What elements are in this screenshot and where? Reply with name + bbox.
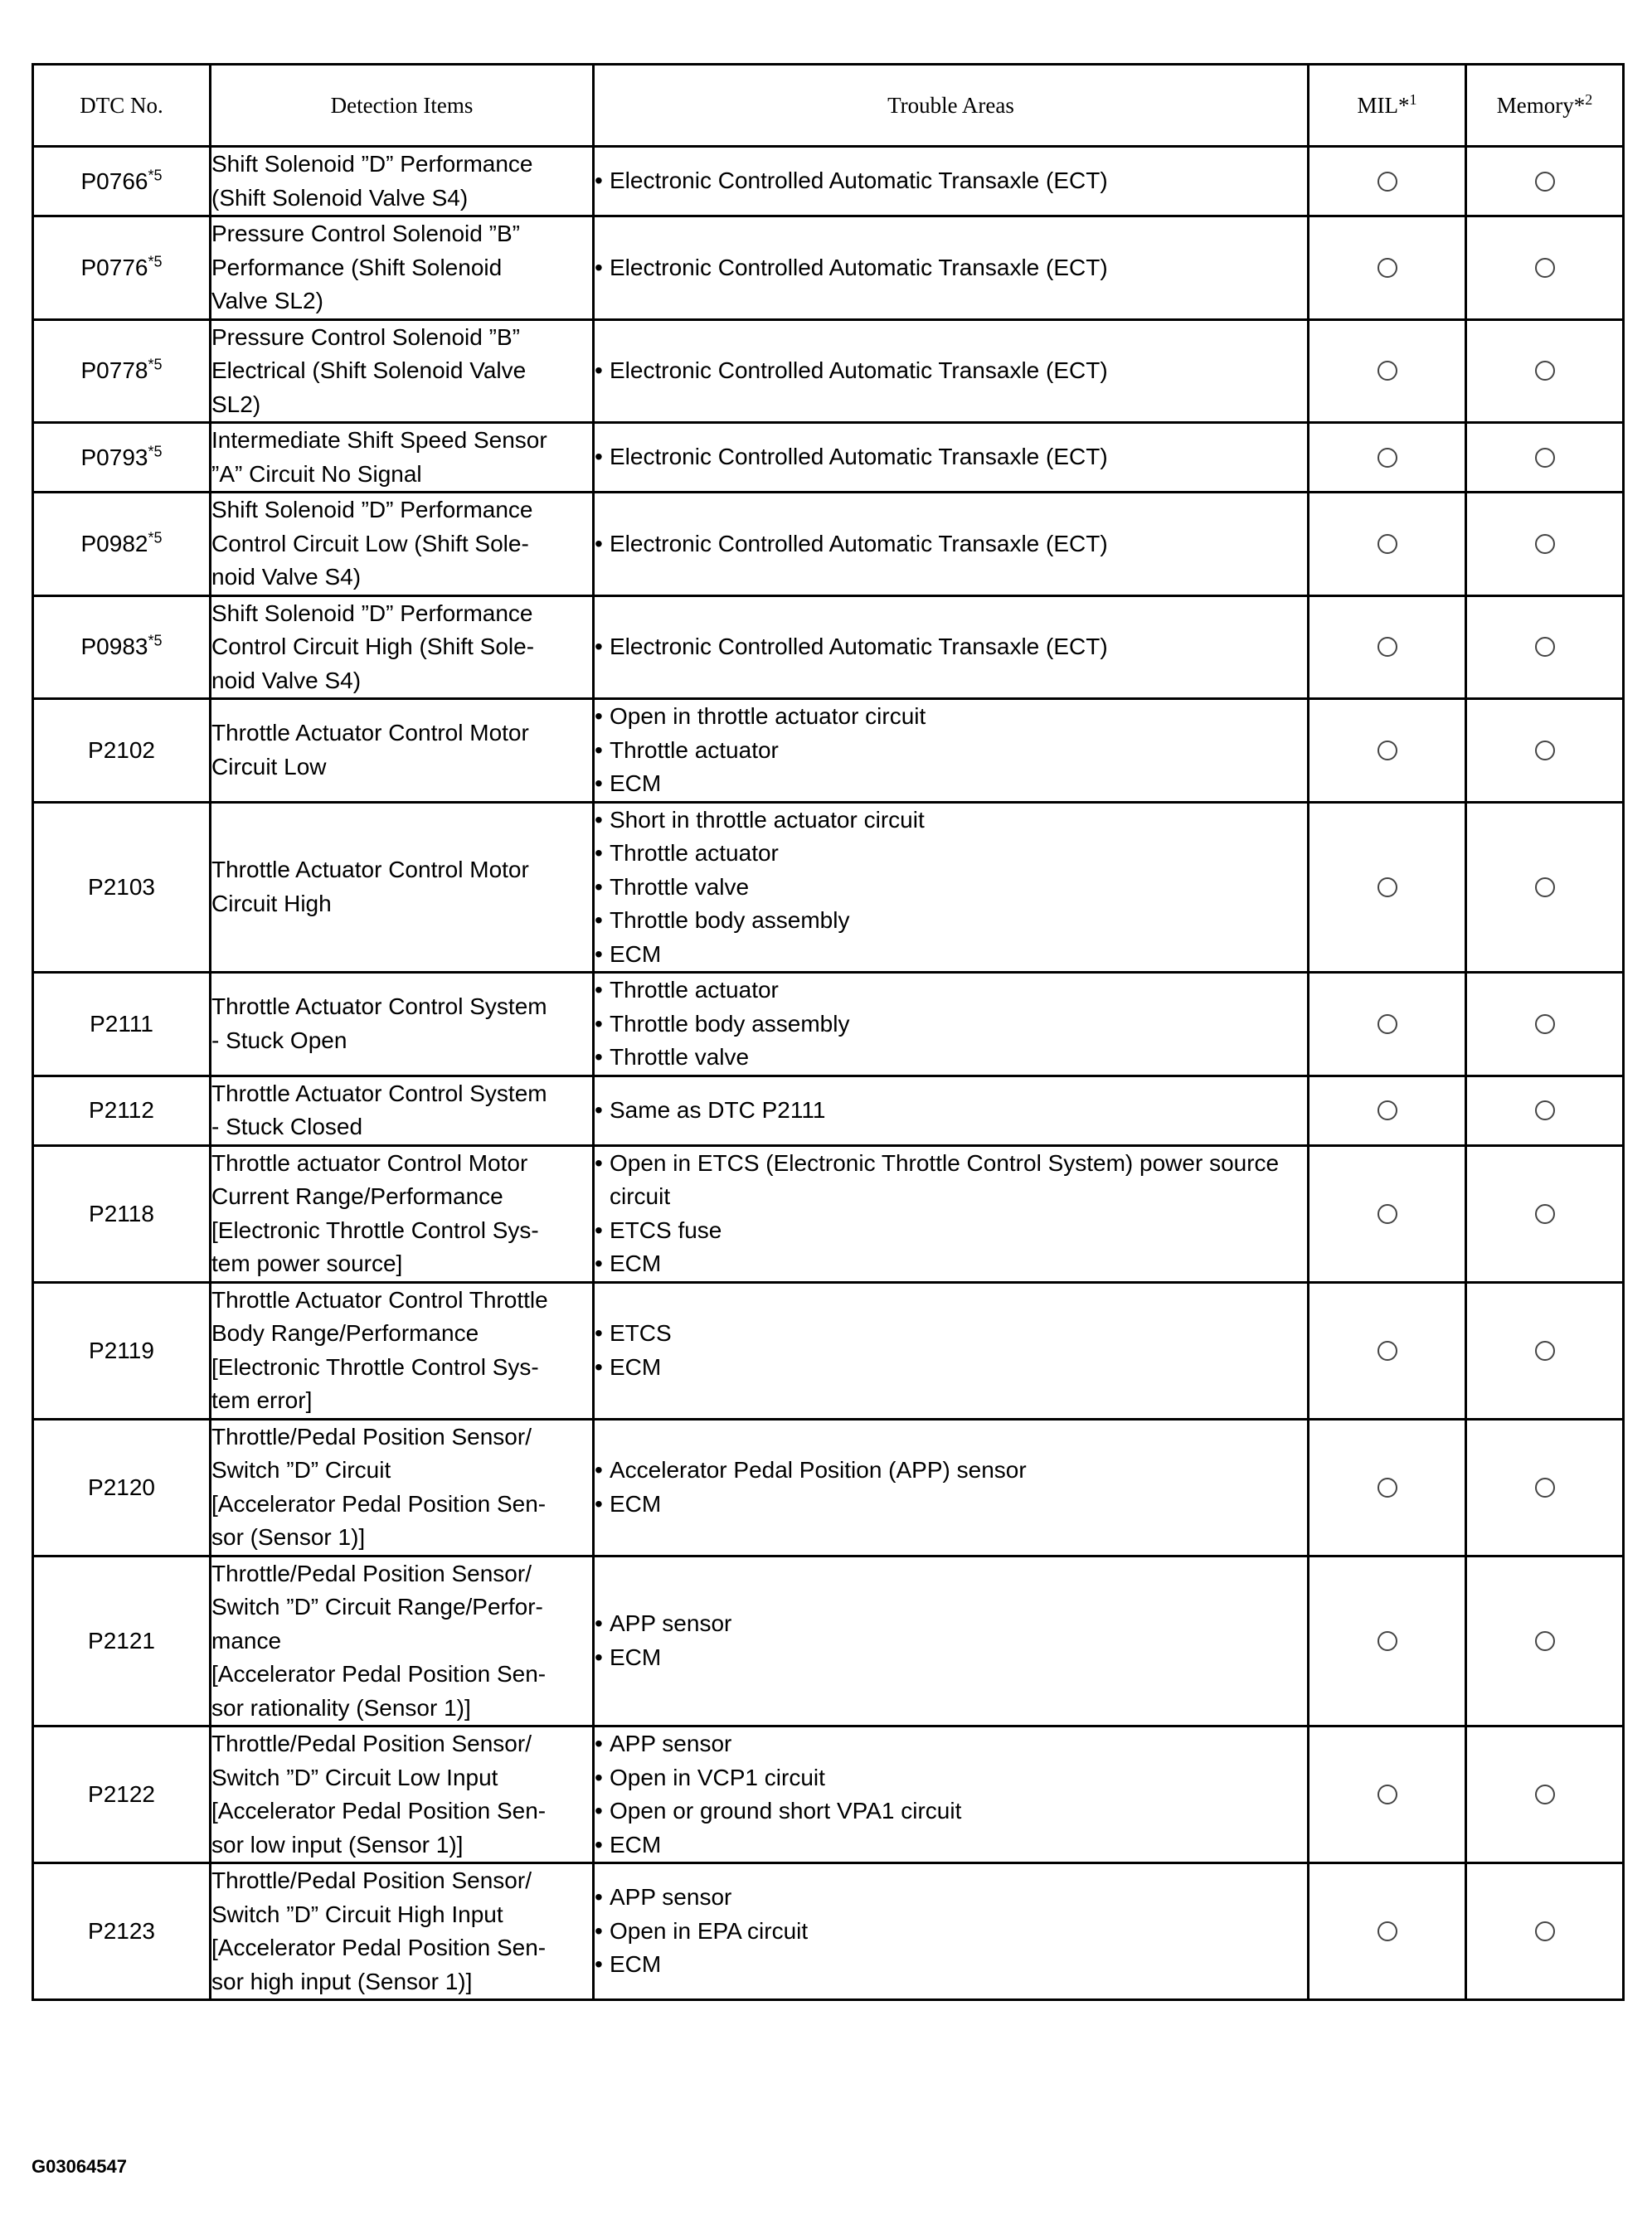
detection-item-line: [Electronic Throttle Control Sys-: [211, 1353, 539, 1380]
trouble-areas-cell: [594, 1076, 1309, 1145]
header-trouble-areas: Trouble Areas: [594, 65, 1309, 147]
trouble-area-item: • Electronic Controlled Automatic Transaxle (ECT): [595, 440, 1307, 474]
trouble-area-item: • Open in throttle actuator circuit: [595, 700, 1307, 734]
memory-cell: [1466, 319, 1624, 423]
trouble-areas-cell: [594, 147, 1309, 216]
detection-item-line: Shift Solenoid ”D” Performance: [211, 497, 533, 522]
dtc-code-cell: [33, 1145, 211, 1282]
dtc-code-cell: [33, 802, 211, 973]
detection-item-line: noid Valve S4): [211, 667, 362, 693]
trouble-area-item: • ECM: [595, 767, 1307, 801]
dtc-code: P2111: [90, 1010, 153, 1037]
trouble-area-item: • Short in throttle actuator circuit: [595, 804, 1307, 838]
dtc-code: P0982: [80, 530, 148, 556]
detection-item-cell: [211, 699, 594, 803]
trouble-area-item: • Throttle actuator: [595, 734, 1307, 768]
trouble-areas-cell: [594, 216, 1309, 320]
dtc-code-cell: [33, 1556, 211, 1726]
memory-cell: [1466, 973, 1624, 1076]
trouble-area-list: [595, 440, 1307, 474]
detection-item-line: Throttle Actuator Control System: [211, 1080, 547, 1106]
mil-circle-icon: [1377, 448, 1397, 468]
dtc-code-cell: [33, 423, 211, 493]
footnote-marker: *5: [148, 167, 163, 184]
detection-item-line: Pressure Control Solenoid ”B”: [211, 221, 520, 246]
footnote-marker: *5: [148, 253, 163, 270]
trouble-area-item: • ETCS fuse: [595, 1214, 1307, 1248]
dtc-code-cell: [33, 699, 211, 803]
trouble-area-item: • APP sensor: [595, 1881, 1307, 1915]
table-row: [33, 595, 1624, 699]
mil-circle-icon: [1377, 637, 1397, 657]
mil-cell: [1309, 1556, 1466, 1726]
memory-circle-icon: [1535, 1100, 1555, 1120]
trouble-area-item: • Throttle valve: [595, 1041, 1307, 1075]
mil-circle-icon: [1377, 877, 1397, 897]
detection-item-line: - Stuck Open: [211, 1027, 347, 1053]
trouble-areas-cell: [594, 699, 1309, 803]
detection-item-line: [Accelerator Pedal Position Sen-: [211, 1798, 547, 1824]
trouble-area-item: • Open in VCP1 circuit: [595, 1761, 1307, 1795]
memory-circle-icon: [1535, 741, 1555, 760]
detection-item-line: [Electronic Throttle Control Sys-: [211, 1217, 539, 1243]
dtc-table: [32, 63, 1625, 2001]
dtc-code: P0778: [80, 357, 148, 384]
trouble-area-item: • ECM: [595, 938, 1307, 972]
mil-circle-icon: [1377, 361, 1397, 381]
memory-circle-icon: [1535, 1785, 1555, 1804]
dtc-code-cell: [33, 1076, 211, 1145]
detection-item-cell: [211, 595, 594, 699]
table-row: [33, 1419, 1624, 1556]
memory-cell: [1466, 423, 1624, 493]
detection-item-line: Control Circuit Low (Shift Sole-: [211, 530, 529, 556]
detection-item-cell: [211, 1556, 594, 1726]
header-dtc-no: DTC No.: [33, 65, 211, 147]
trouble-area-item: • Throttle body assembly: [595, 904, 1307, 938]
mil-cell: [1309, 1282, 1466, 1419]
mil-circle-icon: [1377, 534, 1397, 554]
detection-item-line: Switch ”D” Circuit: [211, 1457, 391, 1483]
table-row: [33, 423, 1624, 493]
dtc-code: P2122: [88, 1781, 155, 1807]
memory-cell: [1466, 1145, 1624, 1282]
dtc-code-cell: [33, 216, 211, 320]
memory-circle-icon: [1535, 258, 1555, 278]
detection-item-line: Shift Solenoid ”D” Performance: [211, 600, 533, 626]
detection-item-line: Throttle Actuator Control Motor: [211, 720, 529, 746]
dtc-code: P0983: [80, 634, 148, 660]
trouble-area-item: • APP sensor: [595, 1607, 1307, 1641]
trouble-areas-cell: [594, 802, 1309, 973]
memory-circle-icon: [1535, 1631, 1555, 1651]
dtc-code-cell: [33, 1726, 211, 1863]
detection-item-line: Control Circuit High (Shift Sole-: [211, 634, 535, 659]
detection-item-cell: [211, 216, 594, 320]
dtc-code: P2102: [88, 736, 155, 763]
dtc-code: P2120: [88, 1474, 155, 1500]
detection-item-line: - Stuck Closed: [211, 1114, 363, 1139]
dtc-code: P2118: [89, 1200, 154, 1226]
detection-item-line: Circuit High: [211, 890, 332, 916]
mil-cell: [1309, 493, 1466, 596]
dtc-code-cell: [33, 595, 211, 699]
table-row: [33, 1076, 1624, 1145]
detection-item-line: tem error]: [211, 1387, 313, 1413]
detection-item-line: ”A” Circuit No Signal: [211, 460, 422, 487]
trouble-areas-cell: [594, 493, 1309, 596]
table-row: [33, 1282, 1624, 1419]
mil-circle-icon: [1377, 1921, 1397, 1941]
table-body: [33, 147, 1624, 2000]
trouble-area-item: • Open in EPA circuit: [595, 1915, 1307, 1949]
mil-circle-icon: [1377, 1341, 1397, 1361]
figure-id: G03064547: [32, 2156, 127, 2177]
trouble-area-item: • Open or ground short VPA1 circuit: [595, 1794, 1307, 1828]
trouble-area-list: [595, 1881, 1307, 1982]
detection-item-line: Throttle Actuator Control System: [211, 993, 547, 1020]
detection-item-line: Throttle Actuator Control Motor: [211, 857, 529, 883]
detection-item-line: Throttle/Pedal Position Sensor/: [211, 1731, 532, 1756]
memory-circle-icon: [1535, 448, 1555, 468]
trouble-area-item: • ECM: [595, 1828, 1307, 1862]
memory-circle-icon: [1535, 1204, 1555, 1224]
trouble-area-item: • ECM: [595, 1247, 1307, 1281]
mil-circle-icon: [1377, 1478, 1397, 1498]
table-row: [33, 493, 1624, 596]
mil-cell: [1309, 1419, 1466, 1556]
memory-cell: [1466, 595, 1624, 699]
dtc-code: P0776: [80, 254, 148, 280]
detection-item-cell: [211, 1419, 594, 1556]
trouble-area-list: [595, 1094, 1307, 1128]
trouble-area-item: • Throttle body assembly: [595, 1008, 1307, 1042]
mil-cell: [1309, 699, 1466, 803]
mil-cell: [1309, 423, 1466, 493]
mil-circle-icon: [1377, 741, 1397, 760]
detection-item-line: sor (Sensor 1)]: [211, 1524, 366, 1550]
trouble-areas-cell: [594, 1282, 1309, 1419]
trouble-area-item: • ECM: [595, 1351, 1307, 1385]
mil-circle-icon: [1377, 258, 1397, 278]
detection-item-cell: [211, 493, 594, 596]
detection-item-line: Throttle/Pedal Position Sensor/: [211, 1423, 532, 1450]
trouble-area-list: [595, 527, 1307, 561]
footnote-marker: *5: [148, 632, 163, 649]
footnote-marker: *5: [148, 356, 163, 373]
detection-item-line: SL2): [211, 391, 261, 417]
trouble-area-list: [595, 251, 1307, 285]
dtc-code: P2103: [88, 873, 155, 900]
trouble-area-item: • Throttle valve: [595, 871, 1307, 905]
detection-item-line: [Accelerator Pedal Position Sen-: [211, 1661, 547, 1687]
detection-item-cell: [211, 147, 594, 216]
footnote-marker: *5: [148, 529, 163, 546]
trouble-area-item: • Open in ETCS (Electronic Throttle Control System) power source circuit: [595, 1147, 1307, 1214]
memory-cell: [1466, 493, 1624, 596]
memory-cell: [1466, 1556, 1624, 1726]
dtc-code-cell: [33, 973, 211, 1076]
detection-item-line: noid Valve S4): [211, 564, 362, 590]
trouble-area-item: • Electronic Controlled Automatic Transaxle (ECT): [595, 527, 1307, 561]
table-row: [33, 973, 1624, 1076]
trouble-area-list: [595, 630, 1307, 664]
detection-item-cell: [211, 1282, 594, 1419]
mil-cell: [1309, 147, 1466, 216]
trouble-area-list: [595, 804, 1307, 972]
trouble-area-item: • Same as DTC P2111: [595, 1094, 1307, 1128]
trouble-area-list: [595, 164, 1307, 198]
detection-item-line: [Accelerator Pedal Position Sen-: [211, 1935, 547, 1960]
detection-item-cell: [211, 1863, 594, 2000]
mil-cell: [1309, 802, 1466, 973]
dtc-code: P2123: [88, 1918, 155, 1944]
table-header-row: [33, 65, 1624, 147]
detection-item-cell: [211, 1076, 594, 1145]
memory-circle-icon: [1535, 1014, 1555, 1034]
detection-item-line: Body Range/Performance: [211, 1320, 479, 1346]
trouble-area-item: • Throttle actuator: [595, 837, 1307, 871]
trouble-area-item: • Electronic Controlled Automatic Transaxle (ECT): [595, 630, 1307, 664]
header-memory: Memory*$^2$: [1466, 65, 1624, 147]
dtc-code-cell: [33, 493, 211, 596]
trouble-areas-cell: [594, 1145, 1309, 1282]
detection-item-line: Electrical (Shift Solenoid Valve: [211, 357, 527, 383]
trouble-areas-cell: [594, 1863, 1309, 2000]
dtc-code: P2112: [89, 1097, 154, 1123]
trouble-area-list: [595, 1607, 1307, 1674]
trouble-areas-cell: [594, 1726, 1309, 1863]
trouble-areas-cell: [594, 973, 1309, 1076]
detection-item-line: mance: [211, 1627, 282, 1654]
trouble-area-item: • Throttle actuator: [595, 974, 1307, 1008]
mil-circle-icon: [1377, 1014, 1397, 1034]
memory-circle-icon: [1535, 1921, 1555, 1941]
table-row: [33, 1726, 1624, 1863]
detection-item-cell: [211, 973, 594, 1076]
dtc-code-cell: [33, 1863, 211, 2000]
mil-cell: [1309, 595, 1466, 699]
detection-item-cell: [211, 319, 594, 423]
detection-item-line: sor rationality (Sensor 1)]: [211, 1694, 471, 1721]
detection-item-line: sor high input (Sensor 1)]: [211, 1968, 473, 1994]
memory-circle-icon: [1535, 172, 1555, 192]
trouble-area-list: [595, 1147, 1307, 1281]
dtc-code: P0766: [80, 168, 148, 194]
dtc-code-cell: [33, 1419, 211, 1556]
memory-circle-icon: [1535, 1341, 1555, 1361]
detection-item-line: Valve SL2): [211, 288, 323, 313]
memory-circle-icon: [1535, 534, 1555, 554]
mil-circle-icon: [1377, 172, 1397, 192]
detection-item-line: sor low input (Sensor 1)]: [211, 1831, 464, 1858]
trouble-areas-cell: [594, 595, 1309, 699]
memory-cell: [1466, 1863, 1624, 2000]
mil-circle-icon: [1377, 1204, 1397, 1224]
detection-item-line: Performance (Shift Solenoid: [211, 254, 503, 280]
mil-cell: [1309, 1145, 1466, 1282]
trouble-area-item: • Electronic Controlled Automatic Transaxle (ECT): [595, 164, 1307, 198]
trouble-area-item: • ECM: [595, 1948, 1307, 1982]
detection-item-line: Intermediate Shift Speed Sensor: [211, 427, 547, 453]
trouble-area-list: [595, 1454, 1307, 1521]
dtc-code: P0793: [80, 444, 148, 470]
detection-item-line: Current Range/Performance: [211, 1183, 503, 1209]
trouble-area-list: [595, 974, 1307, 1075]
detection-item-line: Throttle/Pedal Position Sensor/: [211, 1867, 532, 1893]
dtc-code-cell: [33, 1282, 211, 1419]
trouble-area-item: • ECM: [595, 1488, 1307, 1522]
memory-circle-icon: [1535, 1478, 1555, 1498]
mil-circle-icon: [1377, 1100, 1397, 1120]
mil-circle-icon: [1377, 1631, 1397, 1651]
mil-cell: [1309, 1863, 1466, 2000]
detection-item-cell: [211, 1726, 594, 1863]
mil-cell: [1309, 1076, 1466, 1145]
memory-cell: [1466, 216, 1624, 320]
trouble-area-list: [595, 700, 1307, 801]
trouble-area-list: [595, 1727, 1307, 1862]
detection-item-line: tem power source]: [211, 1251, 403, 1276]
detection-item-line: Circuit Low: [211, 753, 327, 779]
detection-item-cell: [211, 1145, 594, 1282]
memory-cell: [1466, 1419, 1624, 1556]
table-row: [33, 147, 1624, 216]
detection-item-line: Throttle actuator Control Motor: [211, 1149, 528, 1176]
trouble-areas-cell: [594, 1556, 1309, 1726]
memory-cell: [1466, 1076, 1624, 1145]
mil-cell: [1309, 216, 1466, 320]
detection-item-line: Throttle/Pedal Position Sensor/: [211, 1560, 532, 1586]
memory-cell: [1466, 1282, 1624, 1419]
detection-item-line: Throttle Actuator Control Throttle: [211, 1286, 548, 1313]
table-row: [33, 1863, 1624, 2000]
trouble-area-item: • Accelerator Pedal Position (APP) sensor: [595, 1454, 1307, 1488]
memory-circle-icon: [1535, 877, 1555, 897]
trouble-area-list: [595, 354, 1307, 388]
trouble-area-list: [595, 1317, 1307, 1384]
dtc-code: P2121: [88, 1627, 155, 1654]
memory-circle-icon: [1535, 637, 1555, 657]
detection-item-line: Switch ”D” Circuit High Input: [211, 1901, 503, 1927]
trouble-area-item: • Electronic Controlled Automatic Transaxle (ECT): [595, 354, 1307, 388]
mil-cell: [1309, 1726, 1466, 1863]
trouble-area-item: • Electronic Controlled Automatic Transaxle (ECT): [595, 251, 1307, 285]
trouble-areas-cell: [594, 1419, 1309, 1556]
mil-circle-icon: [1377, 1785, 1397, 1804]
memory-circle-icon: [1535, 361, 1555, 381]
trouble-area-item: • ECM: [595, 1641, 1307, 1675]
trouble-areas-cell: [594, 319, 1309, 423]
table-row: [33, 319, 1624, 423]
detection-item-line: (Shift Solenoid Valve S4): [211, 184, 469, 211]
trouble-area-item: • APP sensor: [595, 1727, 1307, 1761]
mil-cell: [1309, 973, 1466, 1076]
detection-item-cell: [211, 423, 594, 493]
detection-item-line: [Accelerator Pedal Position Sen-: [211, 1490, 547, 1517]
table-row: [33, 1145, 1624, 1282]
memory-cell: [1466, 802, 1624, 973]
memory-cell: [1466, 699, 1624, 803]
detection-item-line: Shift Solenoid ”D” Performance: [211, 151, 533, 177]
memory-cell: [1466, 147, 1624, 216]
dtc-code: P2119: [89, 1337, 154, 1363]
mil-cell: [1309, 319, 1466, 423]
table-row: [33, 216, 1624, 320]
memory-cell: [1466, 1726, 1624, 1863]
detection-item-line: Switch ”D” Circuit Range/Perfor-: [211, 1594, 543, 1620]
detection-item-line: Pressure Control Solenoid ”B”: [211, 323, 520, 350]
dtc-code-cell: [33, 147, 211, 216]
dtc-code-cell: [33, 319, 211, 423]
table-row: [33, 1556, 1624, 1726]
table-row: [33, 699, 1624, 803]
detection-item-line: Switch ”D” Circuit Low Input: [211, 1764, 498, 1790]
footnote-marker: *5: [148, 443, 163, 460]
table-row: [33, 802, 1624, 973]
detection-item-cell: [211, 802, 594, 973]
trouble-areas-cell: [594, 423, 1309, 493]
trouble-area-item: • ETCS: [595, 1317, 1307, 1351]
header-mil: MIL*$^1$: [1309, 65, 1466, 147]
header-detection-items: Detection Items: [211, 65, 594, 147]
